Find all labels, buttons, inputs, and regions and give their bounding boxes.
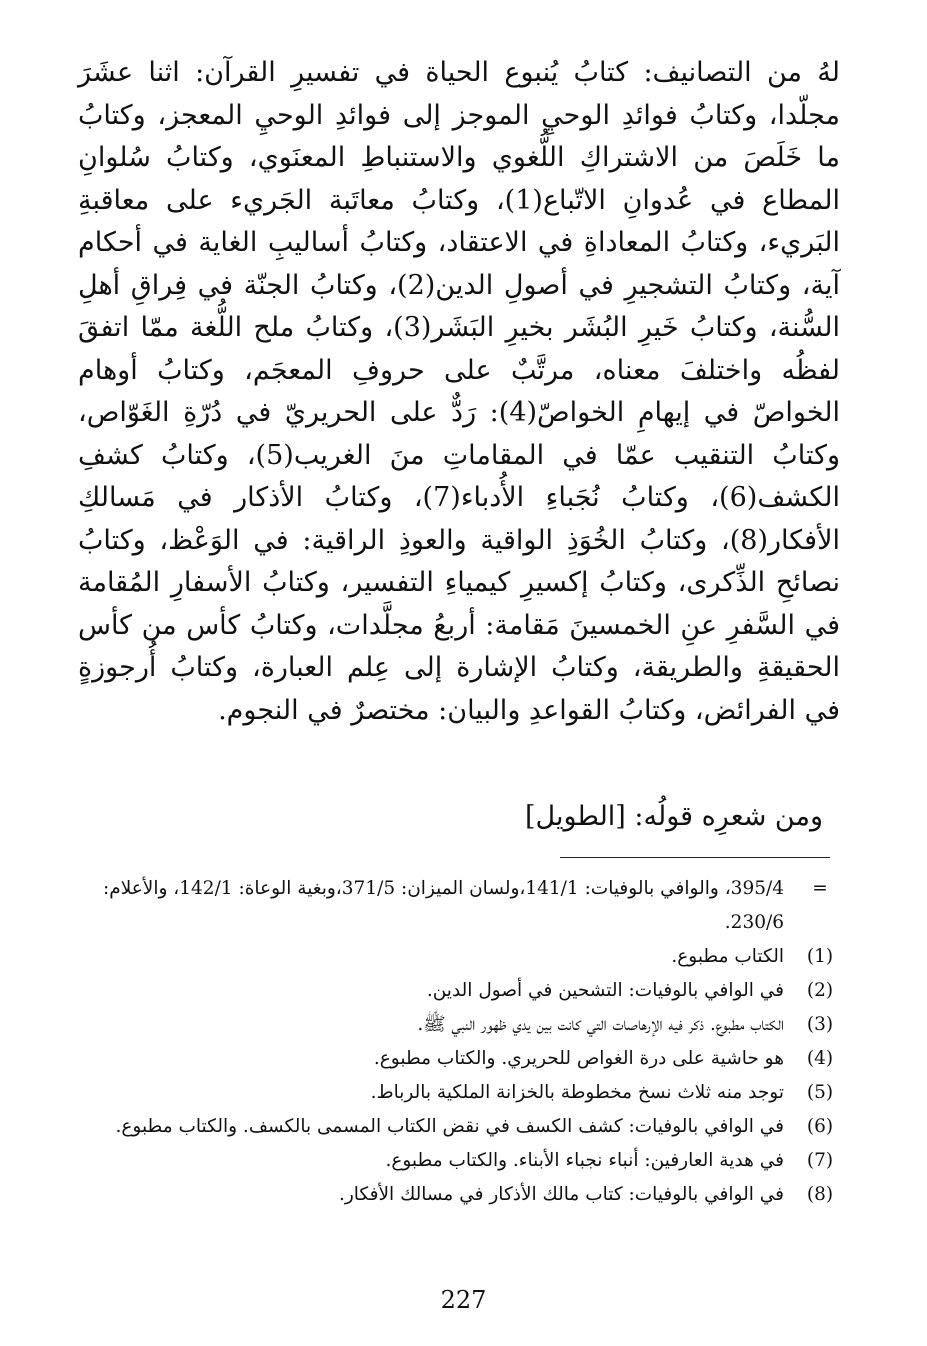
footnote-marker: (7)	[806, 1150, 834, 1171]
footnote-marker: (3)	[806, 1014, 834, 1035]
footnote-separator	[560, 857, 830, 858]
footnote-marker: (5)	[806, 1082, 834, 1103]
footnote-text: 395/4، والوافي بالوفيات: 141/1،ولسان الميزان: 371/5،وبغية الوعاة: 142/1، والأعلام: 230/6.	[103, 878, 784, 933]
body-paragraph: لهُ من التصانيف: كتابُ يُنبوع الحياة في تفسيرِ القرآن: اثنا عشَرَ مجلّدا، وكتابُ فوائدِ الوحيِ الموجز إلى فوائدِ الوحيِ المعجز، وكتابُ ما خَلَصَ من الاشتراكِ اللُّغوي والاستنباطِ المعنَوي، وكتابُ سُلوانِ المطاع في عُدوانِ الاتّباع(1)، وكتابُ معاتَبة الجَريء على معاقبةِ البَريء، وكتابُ المعاداةِ في الاعتقاد، وكتابُ أساليبِ الغاية في أحكام آية، وكتابُ التشجيرِ في أصولِ الدين(2)، وكتابُ الجنّة في فِراقِ أهلِ السُّنة، وكتابُ خَيرِ البُشَر بخيرِ البَشَر(3)، وكتابُ ملح اللُّغة ممّا اتفقَ لفظُه واختلفَ معناه، مرتَّبٌ على حروفِ المعجَم، وكتابُ أوهام الخواصّ في إيهامِ الخواصّ(4): رَدٌّ على الحريريّ في دُرّةِ الغَوّاص، وكتابُ التنقيب عمّا في المقاماتِ منَ الغريب(5)، وكتابُ كشفِ الكشف(6)، وكتابُ نُجَباءِ الأُدباء(7)، وكتابُ الأذكار في مَسالكِ الأفكار(8)، وكتابُ الخُوَذِ الواقية والعوذِ الراقية: في الوَعْظ، وكتابُ نصائحِ الذِّكرى، وكتابُ إكسيرِ كيمياءِ التفسير، وكتابُ الأسفارِ المُقامة في السَّفرِ عنِ الخمسينَ مَقامة: أربعُ مجلَّدات، وكتابُ كأس من كأس الحقيقةِ والطريقة، وكتابُ الإشارة إلى عِلم العبارة، وكتابُ أُرجوزةٍ في الفرائض، وكتابُ القواعدِ والبيان: مختصرٌ في النجوم.	[78, 57, 840, 726]
footnote-7	[84, 1144, 840, 1178]
footnote-5	[84, 1076, 840, 1110]
footnote-text: هو حاشية على درة الغواص للحريري. والكتاب مطبوع.	[373, 1048, 784, 1069]
footnote-marker: (1)	[806, 946, 834, 967]
footnote-text: الكتاب مطبوع. ذكر فيه الإرهاصات التي كانت بين يدي ظهور النبي ﷺ.	[417, 1014, 784, 1035]
footnote-text: توجد منه ثلاث نسخ مخطوطة بالخزانة الملكية بالرباط.	[370, 1082, 784, 1103]
footnote-continuation	[84, 872, 840, 940]
footnote-1	[84, 940, 840, 974]
footnote-2	[84, 974, 840, 1008]
footnote-text: في الوافي بالوفيات: كتاب مالك الأذكار في مسالك الأفكار.	[338, 1184, 784, 1205]
footnote-6	[84, 1110, 840, 1144]
footnote-marker: =	[812, 878, 828, 899]
footnote-3	[84, 1008, 840, 1042]
footnote-marker: (2)	[806, 980, 834, 1001]
footnotes	[84, 872, 840, 1212]
footnote-text: في الوافي بالوفيات: التشحين في أصول الدين.	[426, 980, 784, 1001]
footnote-marker: (4)	[806, 1048, 834, 1069]
footnote-text: الكتاب مطبوع.	[671, 946, 784, 967]
footnote-text: في هدية العارفين: أنباء نجباء الأبناء. والكتاب مطبوع.	[385, 1150, 784, 1171]
footnote-marker: (6)	[806, 1116, 834, 1137]
page-number: 227	[440, 1286, 487, 1314]
footnote-8	[84, 1178, 840, 1212]
footnote-4	[84, 1042, 840, 1076]
footnote-marker: (8)	[806, 1184, 834, 1205]
footnote-text: في الوافي بالوفيات: كشف الكسف في نقض الكتاب المسمى بالكسف. والكتاب مطبوع.	[115, 1116, 784, 1137]
main-text-block	[78, 52, 840, 732]
verse-intro: ومن شعرِه قولُه: [الطويل]	[524, 801, 823, 832]
